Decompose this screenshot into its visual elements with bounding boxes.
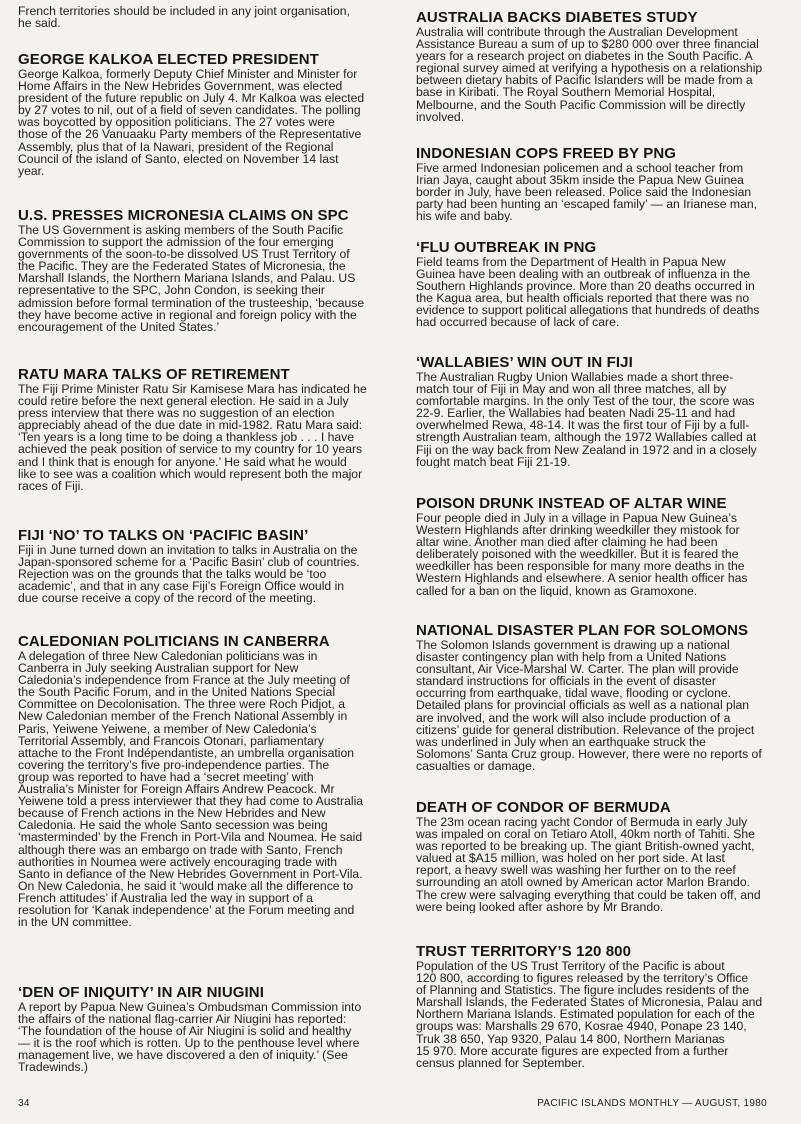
story-flu-outbreak [416,240,801,329]
story-body: George Kalkoa, formerly Deputy Chief Minister and Minister for Home Affairs in the New Hebrides Government, was elected president of the future republic on July 4. Mr Kalkoa was elected by 27 votes to nil, out of a field of seven candidates. The polling was boycotted by opposition politicians. The 27 votes were those of the 26 Vanuaaku Party members of the Representative Assembly, plus that of Ia Nawari, president of the Regional Council of the island of Santo, elected on November 14 last year. [18,67,365,178]
story-body: Australia will contribute through the Australian Development Assistance Bureau a sum of up to $280 000 over three financial years for a research project on diabetes in the South Pacific. A regional survey aimed at verifying a hypothesis on a relationship between dietary habits of Pacific Islanders will be made from a base in Kiribati. The Royal Southern Memorial Hospital, Melbourne, and the South Pacific Commission will be directly involved. [416,26,763,123]
story-body: Field teams from the Department of Health in Papua New Guinea have been dealing with an outbreak of influenza in the Southern Highlands province. More than 20 deaths occurred in the Kagua area, but health officials reported that there was no evidence to support political allegations that hundreds of deaths had occurred because of lack of care. [416,256,760,329]
story-headline: AUSTRALIA BACKS DIABETES STUDY [416,10,698,26]
story-body: Fiji in June turned down an invitation to talks in Australia on the Japan-sponsored scheme for a ‘Pacific Basin’ club of countries. Rejection was on the grounds that the talks would be ‘too academic’, and that in any case Fiji’s Foreign Office would in due course receive a copy of the record of the meeting. [18,543,360,606]
story-trust-territory [416,944,801,1069]
story-body: The 23m ocean racing yacht Condor of Bermuda in early July was impaled on coral on Tetiaro Atoll, 40km north of Tahiti. She was reported to be breaking up. The giant British-owned yacht, valued at $A15 million, was holed on her port side. At last report, a heavy swell was washing her further on to the reef surrounding an atoll owned by American actor Marlon Brando. The crew were salvaging everything that could be taken off, and were being looked after ashore by Mr Brando. [416,816,761,913]
story-diabetes [416,10,801,123]
intro-paragraph [18,5,400,29]
story-condor [416,800,801,913]
story-caledonian [18,634,400,928]
story-headline: GEORGE KALKOA ELECTED PRESIDENT [18,52,319,68]
story-headline: ‘DEN OF INIQUITY’ IN AIR NIUGINI [18,985,264,1001]
story-body: Population of the US Trust Territory of the Pacific is about 120 800, according to figures released by the territory’s Office of Planning and Statistics. The figure includes residents of the Marshall Islands, the Federated States of Micronesia, Palau and Northern Mariana Islands. Estimated population for each of the groups was: Marshalls 29 670, Kosrae 4940, Ponape 23 140, Truk 38 650, Yap 9320, Palau 14 800, Northern Marianas 15 970. More accurate figures are expected from a further census planned for September. [416,960,763,1069]
story-body: A delegation of three New Caledonian politicians was in Canberra in July seeking Australian support for New Caledonia’s independence from France at the July meeting of the South Pacific Forum, and in the United Nations Special Committee on Decolonisation. The three were Roch Pidjot, a New Caledonian member of the French National Assembly in Paris, Yeiwene Yeiwene, a member of New Caledonia’s Territorial Assembly, and Francois Otonari, parliamentary attache to the Front Indépendantiste, an umbrella organisation covering the territory’s five pro-independence parties. The group was reported to have had a ‘secret meeting’ with Australia’s Minister for Foreign Affairs Andrew Peacock. Mr Yeiwene told a press interviewer that they had come to Australia because of French actions in the New Hebrides and New Caledonia. He said the whole Santo secession was being ‘masterminded’ by the French in Port-Vila and Noumea. He said although there was an embargo on trade with Santo, French authorities in Noumea were actively encouraging trade with Santo in defiance of the New Hebrides Government in Port-Vila. On New Caledonia, he said it ‘would make all the difference to French attitudes’ if Australia led the way in support of a resolution for ‘Kanak independence’ at the Forum meeting and in the UN committee. [18,649,364,930]
running-footer: PACIFIC ISLANDS MONTHLY — AUGUST, 1980 [537,1098,767,1109]
story-headline: ‘FLU OUTBREAK IN PNG [416,240,597,256]
page-number: 34 [18,1098,30,1109]
story-headline: CALEDONIAN POLITICIANS IN CANBERRA [18,634,330,650]
story-wallabies [416,355,801,468]
story-headline: NATIONAL DISASTER PLAN FOR SOLOMONS [416,623,749,639]
story-disaster-plan [416,623,801,772]
story-headline: TRUST TERRITORY’S 120 800 [416,944,632,960]
story-body: The US Government is asking members of the South Pacific Commission to support the admission of the four emerging governments of the soon-to-be dissolved US Trust Territory of the Pacific. They are the Federated States of Micronesia, the Marshall Islands, the Northern Mariana Islands, and Palau. US representative to the SPC, John Condon, is seeking their admission before formal termination of the trusteeship, ‘because they have become active in regional and foreign policy with the encouragement of the United States.’ [18,223,365,334]
story-headline: U.S. PRESSES MICRONESIA CLAIMS ON SPC [18,208,349,224]
story-poison [416,496,801,597]
story-headline: ‘WALLABIES’ WIN OUT IN FIJI [416,355,633,371]
story-headline: POISON DRUNK INSTEAD OF ALTAR WINE [416,496,727,512]
story-body: Four people died in July in a village in Papua New Guinea’s Western Highlands after drinking weedkiller they mistook for altar wine. Another man died after claiming he had been deliberately poisoned with the weedkiller. But it is feared the weedkiller has been responsible for many more deaths in the Western Highlands and elsewhere. A senior health officer has called for a ban on the liquid, known as Gramoxone. [416,512,748,597]
story-pacific-basin [18,528,400,604]
story-kalkoa [18,52,400,177]
story-headline: FIJI ‘NO’ TO TALKS ON ‘PACIFIC BASIN’ [18,528,309,544]
story-micronesia [18,208,400,333]
story-body: Five armed Indonesian policemen and a school teacher from Irian Jaya, caught about 35km inside the Papua New Guinea border in July, have been released. Police said the Indonesian party had been hunting an ‘escaped family’ — an Irianese man, his wife and baby. [416,162,758,223]
story-headline: INDONESIAN COPS FREED BY PNG [416,146,677,162]
story-headline: DEATH OF CONDOR OF BERMUDA [416,800,671,816]
story-body: A report by Papua New Guinea’s Ombudsman Commission into the affairs of the national flag-carrier Air Niugini has reported: ‘The foundation of the house of Air Niugini is solid and healthy — it is the roof which is rotten. Up to the penthouse level where management live, we have discovered a den of iniquity.’ (See Tradewinds.) [18,1000,362,1075]
story-indonesian-cops [416,146,801,222]
story-ratu-mara [18,367,400,492]
story-body: The Australian Rugby Union Wallabies made a short three- match tour of Fiji in May and won all three matches, all by comfortable margins. In the only Test of the tour, the score was 22-9. Earlier, the Wallabies had beaten Nadi 25-11 and had overwhelmed Rewa, 48-14. It was the first tour of Fiji by a full- strength Australian team, although the 1972 Wallabies called at Fiji on the way back from New Zealand in 1972 and in a closely fought match beat Fiji 21-19. [416,371,757,468]
story-body: The Solomon Islands government is drawing up a national disaster contingency plan with help from a United Nations consultant, Air Vice-Marshal W. Carter. The plan will provide standard instructions for officials in the event of disaster occurring from earthquake, tidal wave, flooding or cyclone. Detailed plans for provincial officials as well as a national plan are involved, and the work will also include production of a citizens’ guide for general distribution. Relevance of the project was underlined in July when an earthquake struck the Solomons’ Santa Cruz group. However, there were no reports of casualties or damage. [416,639,762,773]
intro-text: French territories should be included in any joint organisation, he said. [18,4,350,31]
story-air-niugini [18,985,400,1074]
story-body: The Fiji Prime Minister Ratu Sir Kamisese Mara has indicated he could retire before the next general election. He said in a July press interview that there was no suggestion of an election appreciably ahead of the due date in mid-1982. Ratu Mara said: ‘Ten years is a long time to be doing a thankless job . . . I have achieved the peak position of service to my country for 10 years and I think that is enough for anyone.’ He said what he would like to see was a coalition which would represent both the major races of Fiji. [18,382,367,493]
story-headline: RATU MARA TALKS OF RETIREMENT [18,367,290,383]
